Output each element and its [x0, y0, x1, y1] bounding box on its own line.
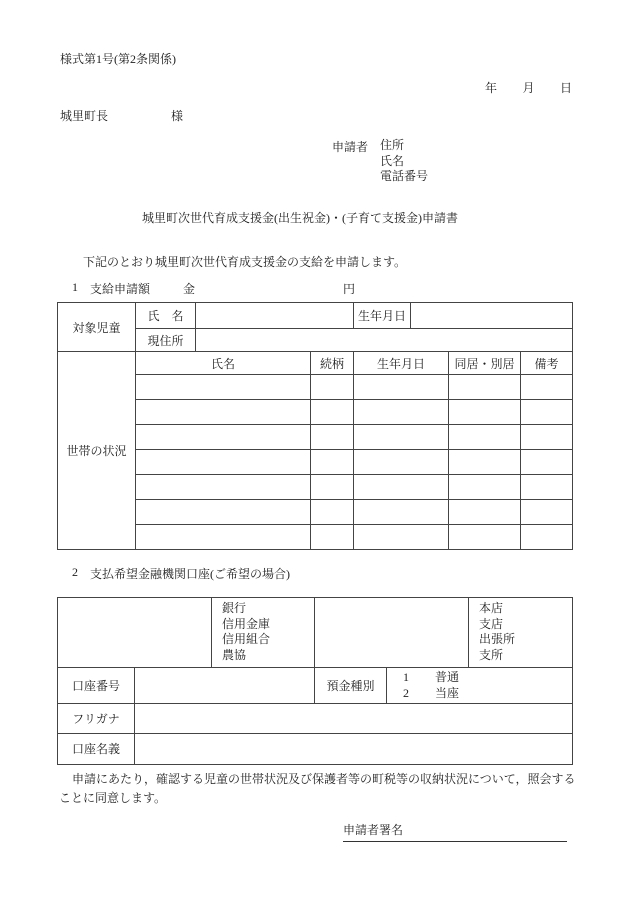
section2-label: 支払希望金融機関口座(ご希望の場合) [90, 567, 290, 581]
applicant-address-label: 住所 [380, 138, 405, 152]
household-name-cell [136, 375, 311, 400]
document-title: 城里町次世代育成支援金(出生祝金)・(子育て支援金)申請書 [142, 211, 458, 225]
household-remarks-cell [521, 400, 573, 425]
household-relationship-cell [311, 400, 354, 425]
account-name-row [58, 733, 573, 764]
household-cohabitation-cell [449, 475, 521, 500]
household-cohabitation-cell [449, 525, 521, 550]
bank-type-credit-union: 信用組合 [222, 632, 271, 647]
consent-line-2: ことに同意します。 [59, 790, 167, 805]
account-name-label-cell: 口座名義 [58, 733, 135, 764]
household-name-cell [136, 500, 311, 525]
household-remarks-cell [521, 375, 573, 400]
intro-sentence: 下記のとおり城里町次世代育成支援金の支給を申請します。 [83, 255, 407, 269]
bank-account-table [57, 597, 573, 765]
amount-suffix-label: 円 [343, 282, 356, 296]
consent-paragraph [59, 770, 576, 807]
household-col-name: 氏名 [136, 352, 311, 375]
household-birthdate-cell [354, 425, 449, 450]
deposit-options-cell [387, 667, 573, 703]
household-empty-row [58, 450, 573, 475]
applicant-fields [380, 138, 428, 185]
household-name-cell [136, 400, 311, 425]
household-relationship-cell [311, 375, 354, 400]
branch-type-sub-branch: 出張所 [479, 632, 516, 647]
target-child-header-cell: 対象児童 [58, 303, 136, 352]
household-birthdate-cell [354, 450, 449, 475]
bank-type-bank: 銀行 [222, 601, 247, 615]
household-empty-row [58, 475, 573, 500]
branch-type-head-office: 本店 [479, 601, 504, 615]
household-remarks-cell [521, 450, 573, 475]
section1-heading [0, 280, 630, 296]
household-relationship-cell [311, 475, 354, 500]
child-birthdate-label-cell: 生年月日 [354, 303, 411, 329]
household-relationship-cell [311, 425, 354, 450]
household-cohabitation-cell [449, 425, 521, 450]
deposit-option-current [403, 685, 572, 701]
child-address-label-cell: 現住所 [136, 329, 196, 352]
household-birthdate-cell [354, 500, 449, 525]
household-cohabitation-cell [449, 500, 521, 525]
section1-number: 1 [72, 280, 78, 294]
household-relationship-cell [311, 450, 354, 475]
child-name-row [58, 303, 573, 329]
household-birthdate-cell [354, 475, 449, 500]
household-relationship-cell [311, 525, 354, 550]
deposit-type-label-cell: 預金種別 [315, 667, 387, 703]
bank-name-value-cell [58, 598, 212, 668]
account-name-value-cell [135, 733, 573, 764]
addressee-name: 城里町長 [60, 109, 109, 123]
household-empty-row [58, 500, 573, 525]
bank-type-options-cell [212, 598, 315, 668]
household-col-birthdate: 生年月日 [354, 352, 449, 375]
signature-field [343, 821, 567, 842]
bank-row [58, 598, 573, 668]
account-number-row [58, 667, 573, 703]
section2-heading [0, 565, 630, 581]
deposit-option-current-label: 当座 [435, 686, 460, 701]
furigana-value-cell [135, 703, 573, 733]
deposit-option-current-number: 2 [403, 686, 409, 701]
household-empty-row [58, 375, 573, 400]
household-remarks-cell [521, 475, 573, 500]
addressee-honorific: 様 [171, 109, 184, 123]
account-number-label-cell: 口座番号 [58, 667, 135, 703]
applicant-label: 申請者 [332, 140, 369, 154]
household-empty-row [58, 425, 573, 450]
deposit-option-ordinary-label: 普通 [435, 670, 460, 685]
child-address-row [58, 329, 573, 352]
applicant-phone-label: 電話番号 [380, 169, 429, 183]
form-number: 様式第1号(第2条関係) [60, 52, 176, 66]
furigana-row [58, 703, 573, 733]
household-col-cohabitation: 同居・別居 [449, 352, 521, 375]
section2-number: 2 [72, 565, 78, 579]
household-relationship-cell [311, 500, 354, 525]
household-name-cell [136, 425, 311, 450]
bank-type-shinkin: 信用金庫 [222, 616, 271, 631]
branch-type-branch: 支店 [479, 616, 504, 631]
applicant-block [332, 138, 428, 185]
household-empty-row [58, 525, 573, 550]
addressee-line [60, 107, 183, 124]
household-remarks-cell [521, 425, 573, 450]
child-household-table [57, 302, 573, 550]
bank-type-ja: 農協 [222, 648, 247, 663]
household-cohabitation-cell [449, 450, 521, 475]
deposit-option-ordinary-number: 1 [403, 670, 409, 685]
child-birthdate-value-cell [411, 303, 573, 329]
household-cohabitation-cell [449, 375, 521, 400]
household-col-remarks: 備考 [521, 352, 573, 375]
date-day-label: 日 [559, 81, 572, 95]
account-number-value-cell [135, 667, 315, 703]
branch-type-options-cell [469, 598, 573, 668]
household-header-cell: 世帯の状況 [58, 352, 136, 550]
signature-label: 申請者署名 [343, 823, 404, 837]
child-name-label-cell: 氏 名 [136, 303, 196, 329]
deposit-option-ordinary [403, 669, 572, 685]
household-name-cell [136, 475, 311, 500]
household-name-cell [136, 450, 311, 475]
date-line [485, 79, 572, 96]
household-remarks-cell [521, 500, 573, 525]
date-year-label: 年 [485, 81, 498, 95]
branch-name-value-cell [315, 598, 469, 668]
household-birthdate-cell [354, 400, 449, 425]
consent-line-1: 申請にあたり，確認する児童の世帯状況及び保護者等の町税等の収納状況について，照会する [72, 772, 576, 786]
branch-type-office: 支所 [479, 648, 504, 663]
child-address-value-cell [196, 329, 573, 352]
household-header-row [58, 352, 573, 375]
household-name-cell [136, 525, 311, 550]
applicant-name-label: 氏名 [380, 153, 405, 168]
date-month-label: 月 [522, 81, 535, 95]
household-cohabitation-cell [449, 400, 521, 425]
household-birthdate-cell [354, 525, 449, 550]
child-name-value-cell [196, 303, 354, 329]
household-col-relationship: 続柄 [311, 352, 354, 375]
amount-prefix-label: 金 [183, 282, 196, 296]
household-remarks-cell [521, 525, 573, 550]
section1-label: 支給申請額 [90, 282, 151, 296]
furigana-label-cell: フリガナ [58, 703, 135, 733]
household-empty-row [58, 400, 573, 425]
household-birthdate-cell [354, 375, 449, 400]
